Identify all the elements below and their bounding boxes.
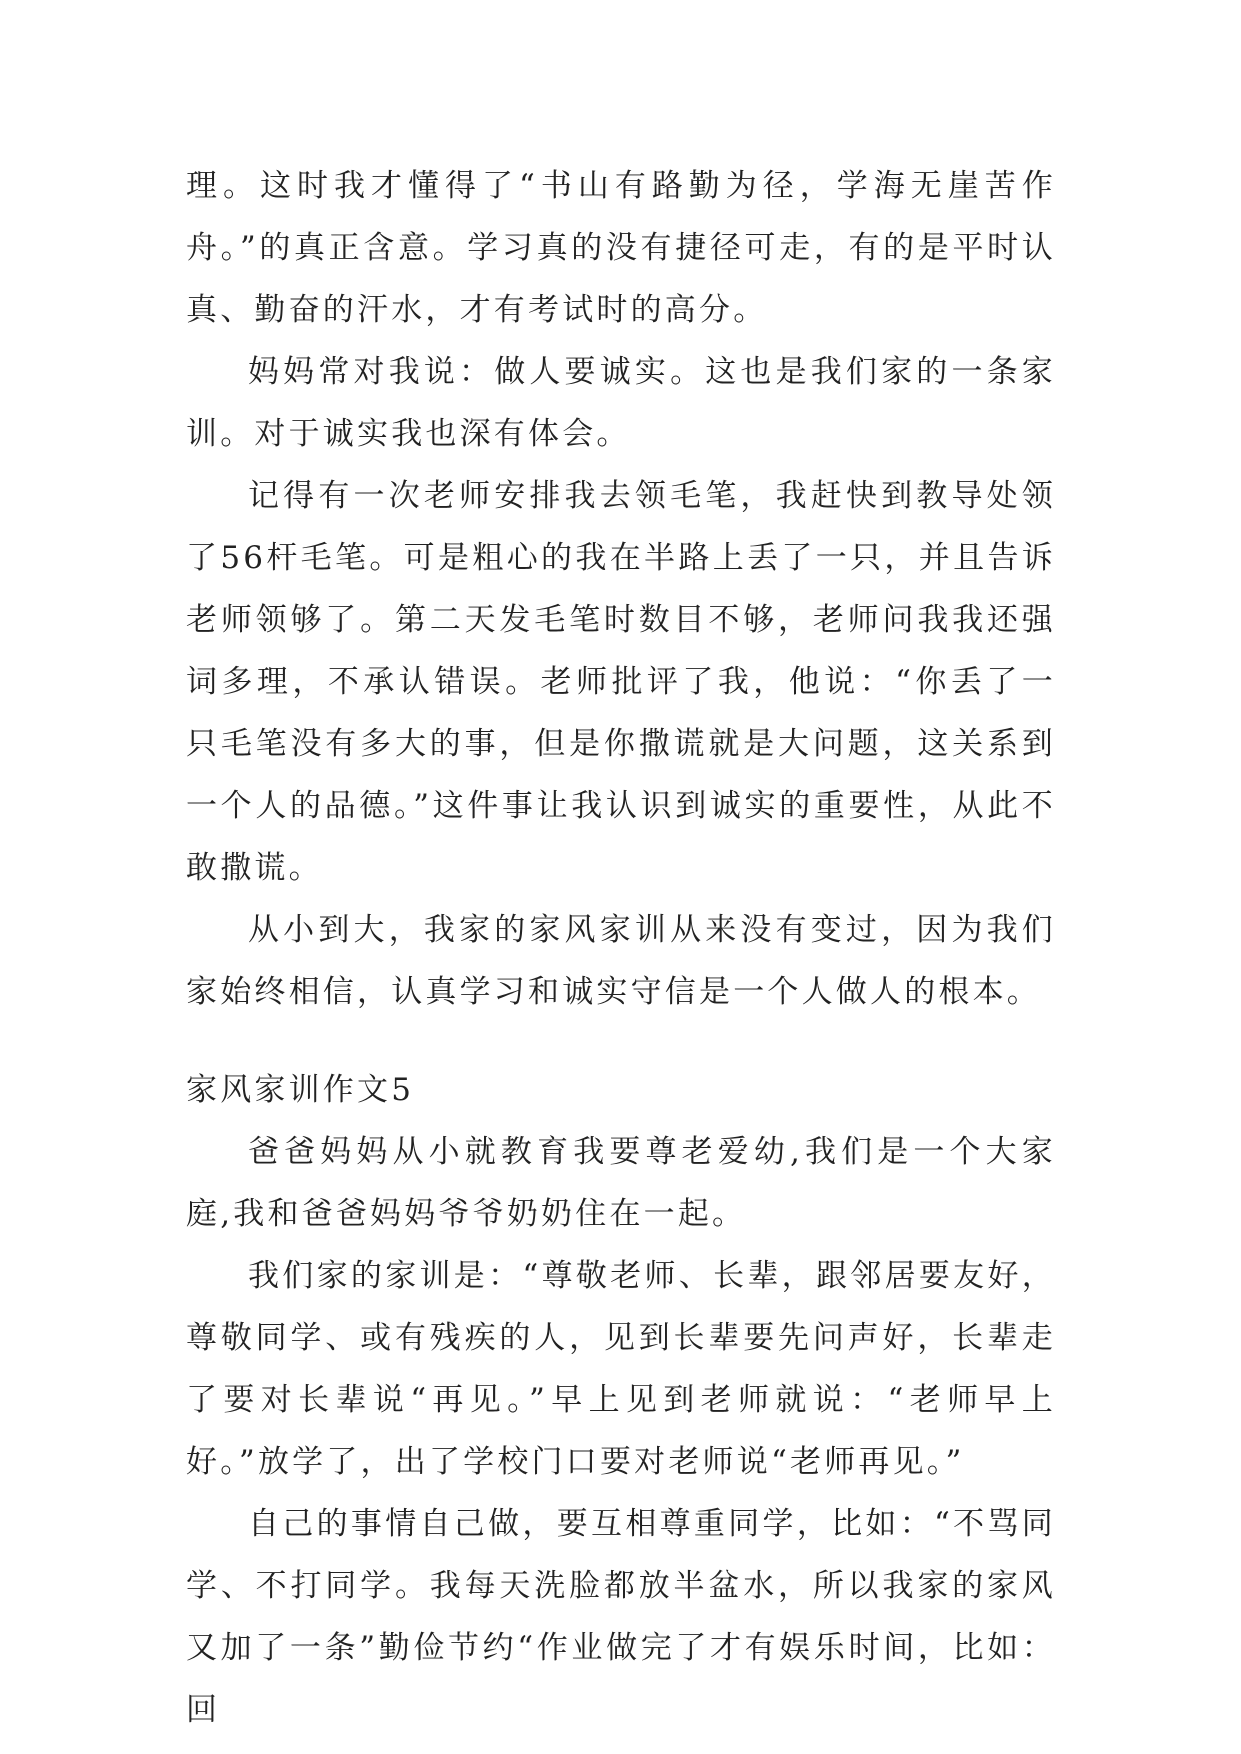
paragraph: 爸爸妈妈从小就教育我要尊老爱幼,我们是一个大家庭,我和爸爸妈妈爷爷奶奶住在一起。	[186, 1134, 1056, 1232]
paragraph: 自己的事情自己做，要互相尊重同学，比如：“不骂同学、不打同学。我每天洗脸都放半盆水，所以我家的家风又加了一条”勤俭节约“作业做完了才有娱乐时间，比如：回	[186, 1506, 1056, 1728]
paragraph: 妈妈常对我说：做人要诚实。这也是我们家的一条家训。对于诚实我也深有体会。	[186, 354, 1056, 452]
paragraph: 记得有一次老师安排我去领毛笔，我赶快到教导处领了56杆毛笔。可是粗心的我在半路上丢了一只，并且告诉老师领够了。第二天发毛笔时数目不够，老师问我我还强词多理，不承认错误。老师批评了我，他说：“你丢了一只毛笔没有多大的事，但是你撒谎就是大问题，这关系到一个人的品德。”这件事让我认识到诚实的重要性，从此不敢撒谎。	[186, 478, 1056, 886]
section-spacer	[186, 1023, 1056, 1059]
section-heading: 家风家训作文5	[186, 1072, 415, 1108]
paragraph: 从小到大，我家的家风家训从来没有变过，因为我们家始终相信，认真学习和诚实守信是一个人做人的根本。	[186, 912, 1056, 1010]
document-body	[186, 155, 1056, 1741]
paragraph: 我们家的家训是：“尊敬老师、长辈，跟邻居要友好，尊敬同学、或有残疾的人，见到长辈要先问声好，长辈走了要对长辈说“再见。”早上见到老师就说：“老师早上好。”放学了，出了学校门口要对老师说“老师再见。”	[186, 1258, 1056, 1480]
paragraph: 理。这时我才懂得了“书山有路勤为径，学海无崖苦作舟。”的真正含意。学习真的没有捷径可走，有的是平时认真、勤奋的汗水，才有考试时的高分。	[186, 168, 1056, 328]
